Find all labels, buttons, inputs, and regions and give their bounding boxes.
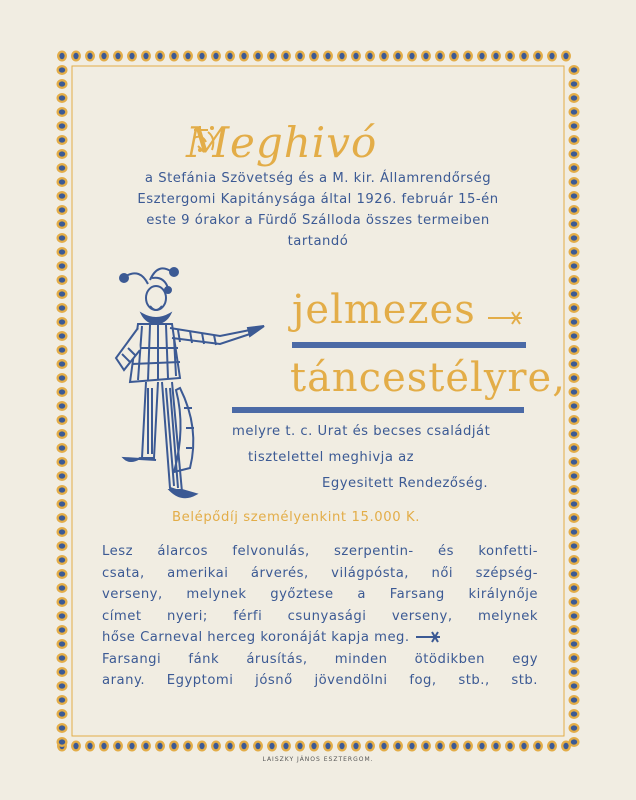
border-bead xyxy=(57,667,68,677)
border-bead xyxy=(569,163,580,173)
border-bead xyxy=(169,51,179,62)
border-bead xyxy=(365,51,375,62)
intro-line: este 9 órakor a Fürdő Szálloda összes termeiben xyxy=(146,213,490,228)
border-bead xyxy=(491,741,501,752)
border-bead xyxy=(463,51,473,62)
border-bead xyxy=(449,741,459,752)
border-bead xyxy=(113,741,123,752)
border-bead xyxy=(239,51,249,62)
border-bead xyxy=(569,303,580,313)
border-bead xyxy=(239,741,249,752)
border-bead xyxy=(569,513,580,523)
border-bead xyxy=(569,191,580,201)
border-bead xyxy=(337,51,347,62)
border-bead xyxy=(57,121,68,131)
border-bead xyxy=(477,741,487,752)
border-bead xyxy=(491,51,501,62)
invitation-line: melyre t. c. Urat és becses családját xyxy=(232,424,491,439)
border-bead xyxy=(71,741,81,752)
entry-fee: Belépődíj személyenkint 15.000 K. xyxy=(172,510,421,525)
border-bead xyxy=(569,415,580,425)
border-bead xyxy=(569,79,580,89)
border-bead xyxy=(57,191,68,201)
border-bead xyxy=(57,527,68,537)
border-bead xyxy=(183,741,193,752)
border-bead xyxy=(57,443,68,453)
border-bead xyxy=(57,583,68,593)
border-bead xyxy=(561,51,571,62)
border-bead xyxy=(57,415,68,425)
border-bead xyxy=(57,317,68,327)
program-paragraph xyxy=(102,541,538,692)
border-bead xyxy=(569,331,580,341)
ornament-flourish-icon xyxy=(486,310,526,326)
border-bead xyxy=(57,51,67,62)
border-bead xyxy=(421,51,431,62)
border-bead xyxy=(71,51,81,62)
border-bead xyxy=(463,741,473,752)
border-bead xyxy=(379,741,389,752)
program-line xyxy=(102,627,538,649)
border-bead xyxy=(569,149,580,159)
border-bead xyxy=(547,51,557,62)
border-bead xyxy=(57,569,68,579)
border-bead xyxy=(569,107,580,117)
border-bead xyxy=(569,471,580,481)
border-bead xyxy=(57,639,68,649)
border-bead xyxy=(569,653,580,663)
border-bead xyxy=(435,741,445,752)
border-bead xyxy=(57,79,68,89)
border-bead xyxy=(57,555,68,565)
program-line: verseny, melynek győztese a Farsang királynője xyxy=(102,587,538,602)
border-bead xyxy=(569,359,580,369)
border-bead xyxy=(569,737,580,747)
border-bead xyxy=(309,741,319,752)
border-bead xyxy=(393,51,403,62)
border-bead xyxy=(569,597,580,607)
border-bead xyxy=(267,51,277,62)
border-bead xyxy=(337,741,347,752)
border-bead xyxy=(253,741,263,752)
border-bead xyxy=(569,373,580,383)
border-bead xyxy=(569,723,580,733)
border-bead xyxy=(57,541,68,551)
border-bead xyxy=(435,51,445,62)
border-bead xyxy=(141,741,151,752)
border-bead xyxy=(57,289,68,299)
border-bead xyxy=(547,741,557,752)
border-bead xyxy=(505,741,515,752)
border-bead xyxy=(183,51,193,62)
border-bead xyxy=(99,51,109,62)
border-bead xyxy=(57,401,68,411)
border-bead xyxy=(569,681,580,691)
border-bead xyxy=(281,741,291,752)
border-bead xyxy=(169,741,179,752)
border-bead xyxy=(57,471,68,481)
intro-line: tartandó xyxy=(287,234,349,249)
border-bead xyxy=(569,583,580,593)
border-bead xyxy=(57,275,68,285)
border-bead xyxy=(57,513,68,523)
border-bead xyxy=(569,233,580,243)
border-bead xyxy=(393,741,403,752)
border-bead xyxy=(519,741,529,752)
border-bead xyxy=(57,625,68,635)
border-bead xyxy=(351,741,361,752)
border-bead xyxy=(569,345,580,355)
border-bead xyxy=(351,51,361,62)
border-bead xyxy=(569,639,580,649)
border-bead xyxy=(57,737,68,747)
border-bead xyxy=(57,177,68,187)
border-bead xyxy=(569,247,580,257)
border-bead xyxy=(57,681,68,691)
border-bead xyxy=(57,331,68,341)
border-bead xyxy=(57,345,68,355)
border-bead xyxy=(569,695,580,705)
border-bead xyxy=(127,741,137,752)
border-bead xyxy=(421,741,431,752)
border-bead xyxy=(155,51,165,62)
border-bead xyxy=(569,135,580,145)
border-bead xyxy=(99,741,109,752)
border-bead xyxy=(57,303,68,313)
border-bead xyxy=(113,51,123,62)
border-bead xyxy=(569,541,580,551)
border-bead xyxy=(407,51,417,62)
border-bead xyxy=(57,597,68,607)
program-line: Farsangi fánk árusítás, minden ötödikben egy xyxy=(102,651,538,667)
border-bead xyxy=(533,51,543,62)
printer-credit: LAISZKY JÁNOS ESZTERGOM. xyxy=(262,756,374,763)
border-bead xyxy=(569,569,580,579)
border-bead xyxy=(57,457,68,467)
border-bead xyxy=(225,51,235,62)
border-bead xyxy=(519,51,529,62)
border-bead xyxy=(57,149,68,159)
border-bead xyxy=(505,51,515,62)
border-bead xyxy=(569,387,580,397)
border-bead xyxy=(569,625,580,635)
border-bead xyxy=(477,51,487,62)
border-bead xyxy=(569,555,580,565)
border-bead xyxy=(323,51,333,62)
border-bead xyxy=(569,289,580,299)
border-bead xyxy=(57,373,68,383)
border-bead xyxy=(569,709,580,719)
border-bead xyxy=(57,653,68,663)
page-title: Meghivó xyxy=(186,118,378,167)
border-bead xyxy=(57,247,68,257)
border-bead xyxy=(569,611,580,621)
border-bead xyxy=(57,219,68,229)
border-bead xyxy=(569,219,580,229)
border-bead xyxy=(407,741,417,752)
border-bead xyxy=(295,741,305,752)
border-bead xyxy=(253,51,263,62)
border-bead xyxy=(57,261,68,271)
border-bead xyxy=(225,741,235,752)
border-bead xyxy=(323,741,333,752)
headline-costume: jelmezes xyxy=(292,287,476,333)
border-bead xyxy=(569,261,580,271)
border-bead xyxy=(57,163,68,173)
border-bead xyxy=(57,233,68,243)
border-bead xyxy=(569,65,580,75)
invitation-line: tisztelettel meghivja az xyxy=(248,450,415,465)
headline-dance-evening: táncestélyre, xyxy=(290,355,566,401)
program-line: csata, amerikai árverés, világpósta, női szépség- xyxy=(102,565,538,581)
border-bead xyxy=(57,359,68,369)
border-bead xyxy=(85,51,95,62)
border-bead xyxy=(281,51,291,62)
border-bead xyxy=(569,667,580,677)
border-bead xyxy=(533,741,543,752)
border-bead xyxy=(569,401,580,411)
program-line: Lesz álarcos felvonulás, szerpentin- és konfetti- xyxy=(102,544,538,559)
border-bead xyxy=(569,205,580,215)
border-bead xyxy=(57,107,68,117)
border-bead xyxy=(57,135,68,145)
jester-figure-icon xyxy=(100,258,270,508)
border-bead xyxy=(295,51,305,62)
border-bead xyxy=(449,51,459,62)
border-bead xyxy=(197,741,207,752)
border-bead xyxy=(57,499,68,509)
border-bead xyxy=(365,741,375,752)
headline-underline xyxy=(292,342,526,348)
border-bead xyxy=(57,709,68,719)
border-bead xyxy=(141,51,151,62)
intro-line: a Stefánia Szövetség és a M. kir. Államrendőrség xyxy=(144,171,492,186)
border-bead xyxy=(569,177,580,187)
program-line: címet nyeri; férfi csunyasági verseny, melynek xyxy=(102,608,538,624)
border-bead xyxy=(267,741,277,752)
border-bead xyxy=(309,51,319,62)
border-bead xyxy=(57,65,68,75)
border-bead xyxy=(57,723,68,733)
border-bead xyxy=(197,51,207,62)
border-bead xyxy=(569,457,580,467)
border-bead xyxy=(569,429,580,439)
border-bead xyxy=(569,121,580,131)
border-bead xyxy=(57,387,68,397)
border-bead xyxy=(127,51,137,62)
border-bead xyxy=(569,485,580,495)
border-bead xyxy=(57,485,68,495)
invitation-line: Egyesitett Rendezőség. xyxy=(322,476,489,491)
ornament-flourish-icon xyxy=(414,631,444,643)
border-bead xyxy=(57,93,68,103)
headline-underline xyxy=(232,407,524,413)
border-bead xyxy=(57,695,68,705)
border-bead xyxy=(569,93,580,103)
intro-line: Esztergomi Kapitánysága által 1926. február 15-én xyxy=(137,192,499,207)
program-line: arany. Egyptomi jósnő jövendölni fog, stb., stb. xyxy=(102,673,538,688)
border-bead xyxy=(569,443,580,453)
border-bead xyxy=(57,611,68,621)
border-bead xyxy=(569,527,580,537)
program-line-text: hőse Carneval herceg koronáját kapja meg. xyxy=(102,630,410,645)
border-bead xyxy=(155,741,165,752)
border-bead xyxy=(211,51,221,62)
border-bead xyxy=(569,275,580,285)
border-bead xyxy=(569,499,580,509)
border-bead xyxy=(57,429,68,439)
border-bead xyxy=(379,51,389,62)
border-bead xyxy=(57,205,68,215)
intro-text xyxy=(100,168,536,252)
border-bead xyxy=(211,741,221,752)
border-bead xyxy=(85,741,95,752)
border-bead xyxy=(569,317,580,327)
